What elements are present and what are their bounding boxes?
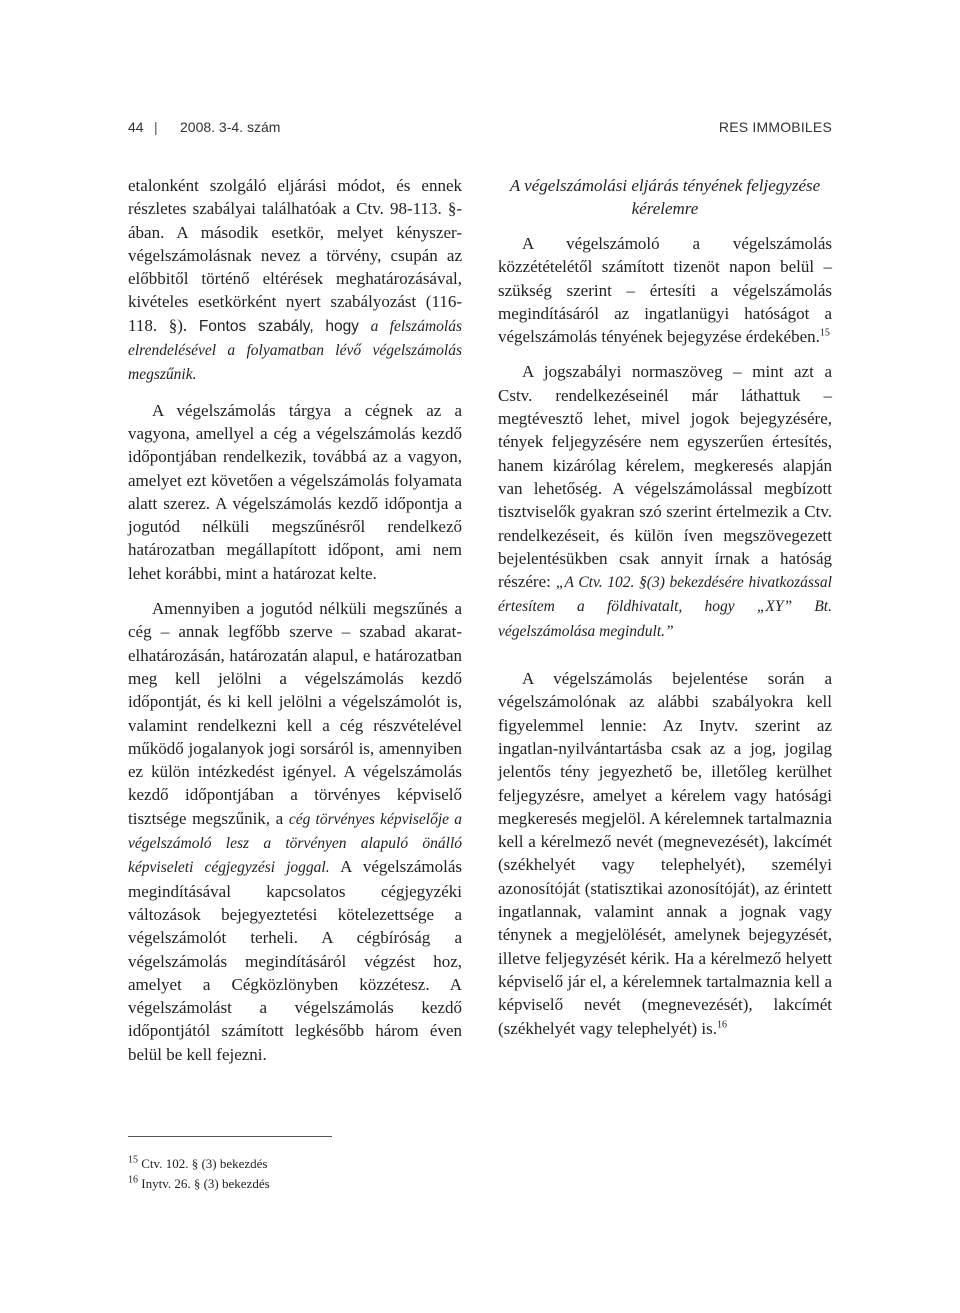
running-header bbox=[128, 119, 832, 141]
issue-label: 2008. 3-4. szám bbox=[180, 119, 281, 135]
header-separator: | bbox=[154, 119, 158, 135]
footnote-divider bbox=[128, 1136, 332, 1137]
section-heading: A végelszámolási eljárás tényének feljegyzése kérelemre bbox=[509, 176, 821, 218]
paragraph-text-italic: cég törvényes képviselője a végelszámoló lesz a törvényen alapuló önálló képviseleti cégjegyzési joggal. bbox=[128, 810, 462, 877]
paragraph bbox=[128, 597, 462, 1066]
paragraph bbox=[498, 667, 832, 1040]
paragraph bbox=[498, 232, 832, 348]
paragraph-text-italic: a felszámolás elrendelésével a folyamatban lévő végelszámolás megszűnik. bbox=[128, 317, 462, 384]
paragraph bbox=[128, 174, 462, 387]
footnote-number: 15 bbox=[128, 1154, 138, 1166]
page-number: 44 bbox=[128, 119, 144, 135]
paragraph-text-sans: Fontos szabály, hogy bbox=[198, 317, 371, 335]
footnote bbox=[128, 1154, 528, 1174]
footnote-text: Ctv. 102. § (3) bekezdés bbox=[141, 1156, 268, 1171]
footnote-ref: 16 bbox=[717, 1018, 728, 1030]
footnote bbox=[128, 1174, 528, 1194]
footnotes bbox=[128, 1154, 528, 1194]
footnote-ref: 15 bbox=[819, 327, 830, 339]
left-column bbox=[128, 174, 462, 1078]
paragraph-text: A végelszámolás megindításával kapcsolatos cégjegyzéki változások bejegyeztetési kötelezettsége a végelszámolót terheli. A cégbíróság a végelszámolás megindításáról végzést hoz, amelyet a Cégközlönyben közzétesz. A végelszámolást a végelszámolás kezdő időpontjától számított legkésőbb három éven belül be kell fejezni. bbox=[128, 857, 462, 1064]
journal-name: RES IMMOBILES bbox=[718, 119, 832, 135]
footnote-number: 16 bbox=[128, 1174, 138, 1186]
paragraph-text: Amennyiben a jogutód nélküli megszűnés a cég – annak legfőbb szerve – szabad akarat-elhatározásán, határozatán alapul, e határozatban meg kell jelölni a végelszámolás kezdő időpontját, és ki kell jelölni a végelszámolót is, valamint rendelkezni kell a cég részvételével működő jogalanyok jogi sorsáról is, amennyiben ez külön intézkedést igényel. A végelszámolás kezdő időpontjában a törvényes képviselő tisztsége megszűnik, a bbox=[128, 599, 462, 828]
paragraph-text-italic: „A Ctv. 102. §(3) bekezdésére hivatkozással értesítem a földhivatalt, hogy „XY” Bt. végelszámolása megindult.” bbox=[498, 574, 832, 640]
paragraph: A végelszámolás tárgya a cégnek az a vagyona, amellyel a cég a végelszámolás kezdő időpontjában rendelkezik, továbbá az a vagyon, amelyet ezt követően a végelszámolás folyamata alatt szerez. A végelszámolás kezdő időpontja a jogutód nélküli megszűnésről rendelkező határozatban megállapított időpont, ami nem lehet korábbi, mint a határozat kelte. bbox=[128, 400, 462, 583]
paragraph-text: A jogszabályi normaszöveg – mint azt a Cstv. rendelkezéseinél már láthattuk – megtévesztő lehet, mivel jogok bejegyzésére, tények feljegyzésére nem egyszerűen értesítés, hanem kizárólag kérelem, megkeresés alapján van lehetőség. A végelszámolással megbízott tisztviselők gyakran szó szerint értelmezik a Ctv. rendelkezéseit, és külön íven megszövegezett bejelentésükben csak annyit írnak a hatóság részére: bbox=[498, 362, 832, 592]
footnote-text: Inytv. 26. § (3) bekezdés bbox=[141, 1176, 270, 1191]
paragraph-text: A végelszámolás bejelentése során a végelszámolónak az alábbi szabályokra kell figyelemmel lennie: Az Inytv. szerint az ingatlan-nyilvántartásba csak az a jog, jogilag jelentős tény jegyezhető be, illetőleg kerülhet feljegyzésre, amelyet a kérelem vagy hatósági megkeresés megjelöl. A kérelemnek tartalmaznia kell a kérelmező nevét (megnevezését), lakcímét (székhelyét vagy telephelyét), személyi azonosítóját (statisztikai azonosítóját), az érintett ingatlannak, valamint annak a jognak vagy ténynek a megjelölését, amelynek bejegyzését, illetve feljegyzését kérik. Ha a kérelmező helyett képviselő jár el, a kérelemnek tartalmaznia kell a képviselő nevét (megnevezését), lakcímét (székhelyét vagy telephelyét) is. bbox=[498, 669, 832, 1038]
paragraph-text: A végelszámoló a végelszámolás közzétételétől számított tizenöt napon belül – szükség szerint – értesíti a végelszámolás megindításáról az ingatlanügyi hatóságot a végelszámolás tényének bejegyzése érdekében. bbox=[498, 234, 832, 347]
paragraph-text: etalonként szolgáló eljárási módot, és ennek részletes szabályai találhatóak a Ctv. 98-113. §-ában. A második esetkör, melyet kényszer-végelszámolásnak nevez a törvény, csupán az előbbitől történő eltérések meghatározásával, kivételes esetkörként nyert szabályozást (116-118. §). bbox=[128, 176, 462, 335]
right-column bbox=[498, 174, 832, 1052]
paragraph bbox=[498, 360, 832, 643]
